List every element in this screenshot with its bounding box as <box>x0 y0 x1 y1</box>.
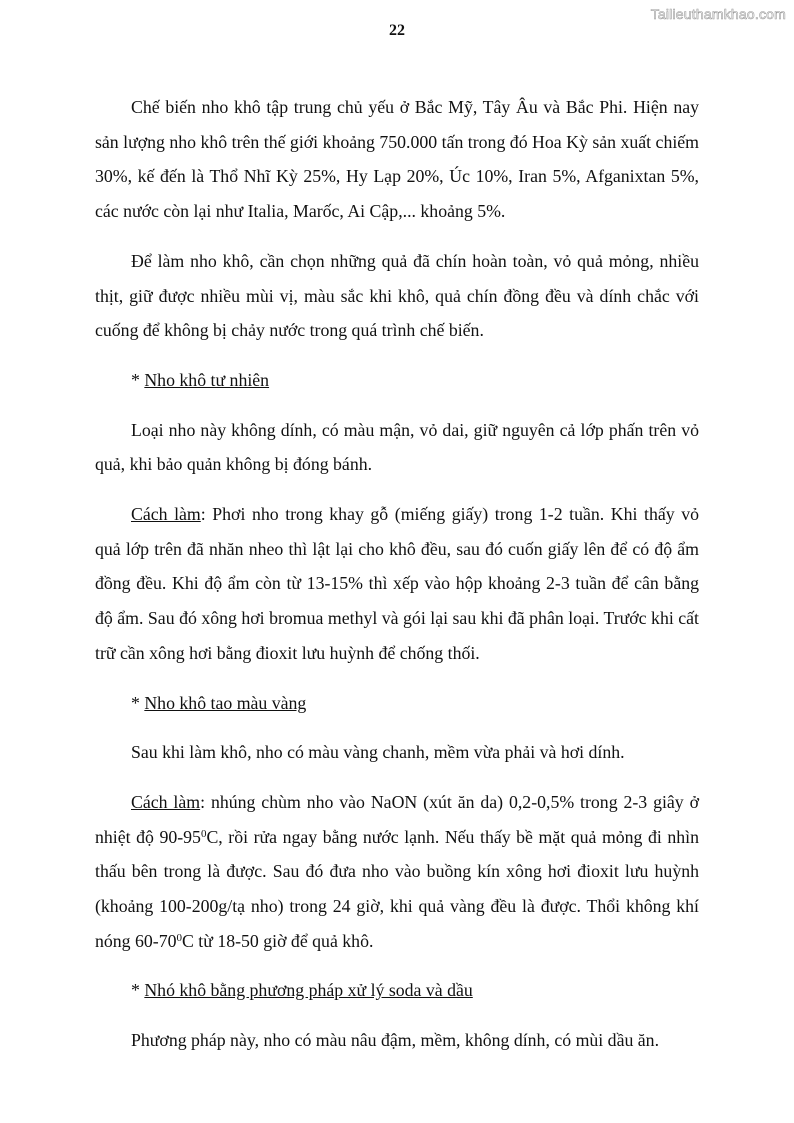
degree-superscript: 0 <box>176 931 182 944</box>
method-text: : Phơi nho trong khay gỗ (miếng giấy) trong 1-2 tuần. Khi thấy vỏ quả lớp trên đã nhăn nheo thì lật lại cho khô đều, sau đó cuốn giấy lên để có độ ẩm đồng đều. Khi độ ẩm còn từ 13-15% thì xếp vào hộp khoảng 2-3 tuần để cân bằng độ ẩm. Sau đó xông hơi bromua methyl và gói lại sau khi đã phân loại. Trước khi cất trữ cần xông hơi bằng đioxit lưu huỳnh để chống thối. <box>95 504 699 663</box>
degree-superscript: 0 <box>200 827 207 840</box>
section-heading-natural-raisins <box>95 363 699 398</box>
method-text: C từ 18-50 giờ để quả khô. <box>182 930 374 951</box>
paragraph-golden-method <box>95 785 699 959</box>
heading-bullet: * <box>131 980 145 1001</box>
paragraph-soda-oil-desc: Phương pháp này, nho có màu nâu đậm, mềm, không dính, có mùi dầu ăn. <box>131 1030 660 1051</box>
method-text: : nhúng chùm nho vào NaON (xút ăn da) 0,2-0,5% trong 2-3 giây ở nhiệt độ 90-95 <box>95 791 700 847</box>
section-heading-golden-raisins <box>95 686 699 721</box>
heading-text: Nho khô tao màu vàng <box>144 692 307 713</box>
method-label: Cách làm <box>131 504 201 525</box>
heading-text: Nho khô tư nhiên <box>144 369 270 390</box>
heading-bullet: * <box>131 369 145 390</box>
paragraph-selection: Để làm nho khô, cần chọn những quả đã chín hoàn toàn, vỏ quả mỏng, nhiều thịt, giữ được nhiều mùi vị, màu sắc khi khô, quả chín đồng đều và dính chắc với cuống để không bị chảy nước trong quá trình chế biến. <box>95 250 699 341</box>
method-label: Cách làm <box>131 791 201 812</box>
paragraph-intro: Chế biến nho khô tập trung chủ yếu ở Bắc Mỹ, Tây Âu và Bắc Phi. Hiện nay sản lượng nho khô trên thế giới khoảng 750.000 tấn trong đó Hoa Kỳ sản xuất chiếm 30%, kế đến là Thổ Nhĩ Kỳ 25%, Hy Lạp 20%, Úc 10%, Iran 5%, Afganixtan 5%, các nước còn lại như Italia, Marốc, Ai Cập,... khoảng 5%. <box>95 97 699 222</box>
watermark: Tailieuthamkhao.com <box>650 6 786 22</box>
page-number: 22 <box>389 22 405 39</box>
paragraph-natural-desc: Loại nho này không dính, có màu mận, vỏ dai, giữ nguyên cả lớp phấn trên vỏ quả, khi bảo quản không bị đóng bánh. <box>95 419 699 475</box>
method-text: C, rồi rửa ngay bằng nước lạnh. Nếu thấy bề mặt quả mỏng đi nhìn thấu bên trong là được. Sau đó đưa nho vào buồng kín xông hơi đioxit lưu huỳnh (khoảng 100-200g/tạ nho) trong 24 giờ, khi quả vàng đều là được. Thổi không khí nóng 60-70 <box>95 826 699 951</box>
heading-text: Nhó khô bằng phương pháp xử lý soda và dầu <box>144 980 473 1001</box>
heading-bullet: * <box>131 692 145 713</box>
paragraph-golden-desc: Sau khi làm khô, nho có màu vàng chanh, mềm vừa phải và hơi dính. <box>131 742 625 763</box>
document-body <box>95 90 699 1073</box>
paragraph-natural-method <box>95 497 699 671</box>
section-heading-soda-oil-raisins <box>95 973 699 1008</box>
